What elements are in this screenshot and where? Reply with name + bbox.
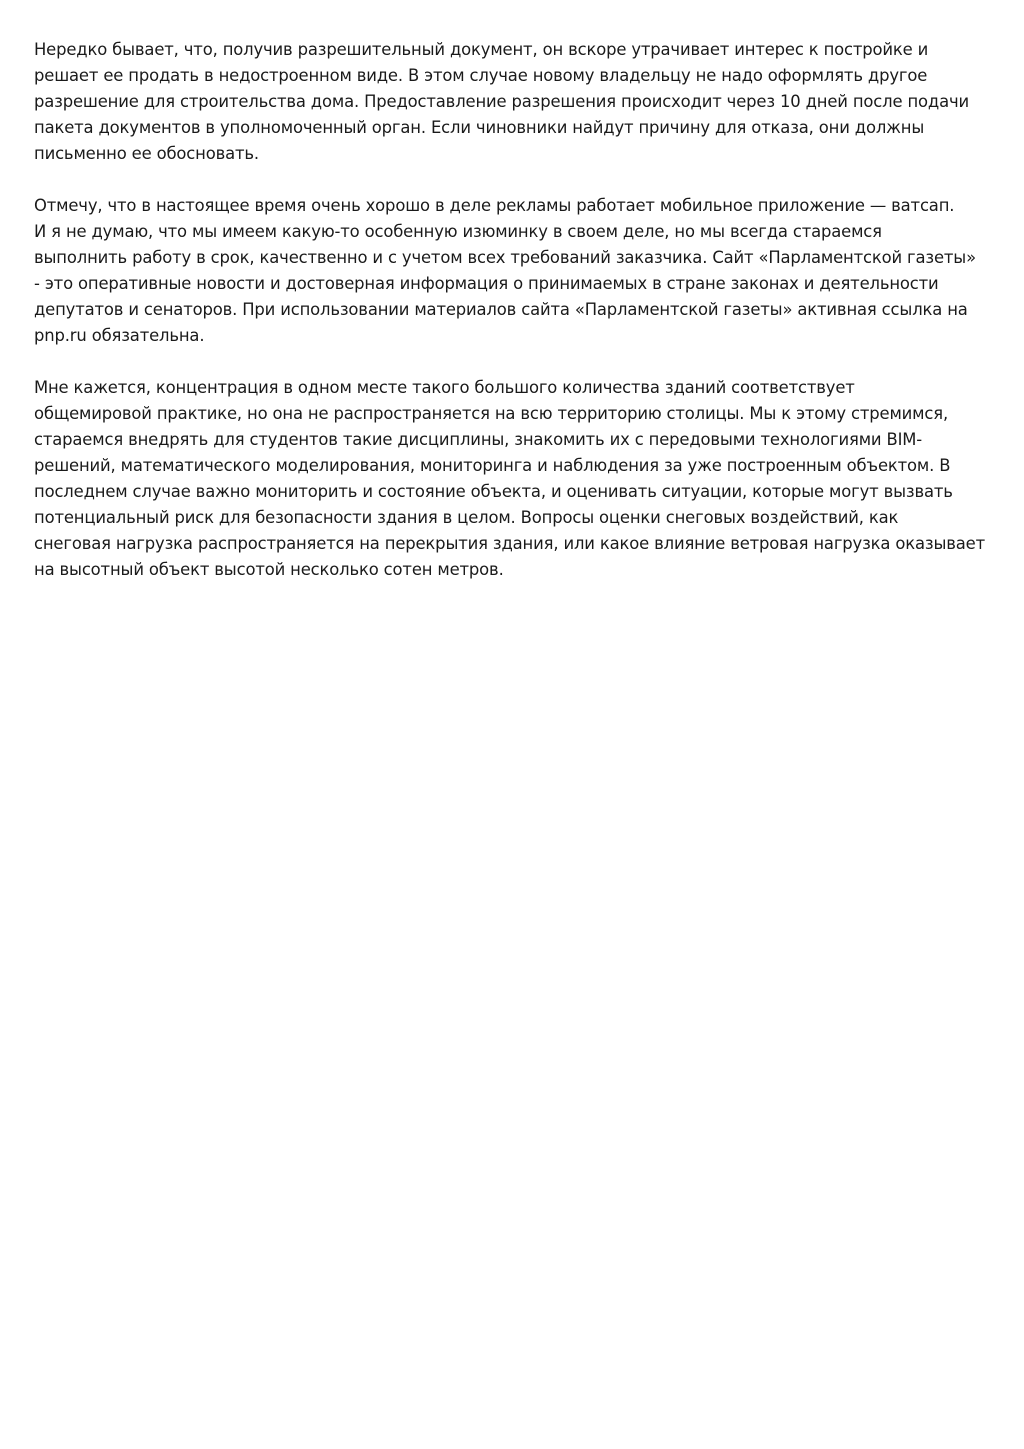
paragraph-2: Отмечу, что в настоящее время очень хорошо в деле рекламы работает мобильное приложение — ватсап. И я не думаю, что мы имеем какую-то особенную изюминку в своем деле, но мы всегда стараемся выполнить работу в срок, качественно и с учетом всех требований заказчика. Сайт «Парламентской газеты» - это оперативные новости и достоверная информация о принимаемых в стране законах и деятельности депутатов и сенаторов. При использовании материалов сайта «Парламентской газеты» активная ссылка на pnp.ru обязательна. <box>34 196 976 345</box>
paragraph-3: Мне кажется, концентрация в одном месте такого большого количества зданий соответствует общемировой практике, но она не распространяется на всю территорию столицы. Мы к этому стремимся, стараемся внедрять для студентов такие дисциплины, знакомить их с передовыми технологиями BIM- решений, математического моделирования, мониторинга и наблюдения за уже построенным объектом. В последнем случае важно мониторить и состояние объекта, и оценивать ситуации, которые могут вызвать потенциальный риск для безопасности здания в целом. Вопросы оценки снеговых воздействий, как снеговая нагрузка распространяется на перекрытия здания, или какое влияние ветровая нагрузка оказывает на высотный объект высотой несколько сотен метров. <box>34 378 985 579</box>
paragraph-1: Нередко бывает, что, получив разрешительный документ, он вскоре утрачивает интерес к постройке и решает ее продать в недостроенном виде. В этом случае новому владельцу не надо оформлять другое разрешение для строительства дома. Предоставление разрешения происходит через 10 дней после подачи пакета документов в уполномоченный орган. Если чиновники найдут причину для отказа, они должны письменно ее обосновать. <box>34 40 969 163</box>
